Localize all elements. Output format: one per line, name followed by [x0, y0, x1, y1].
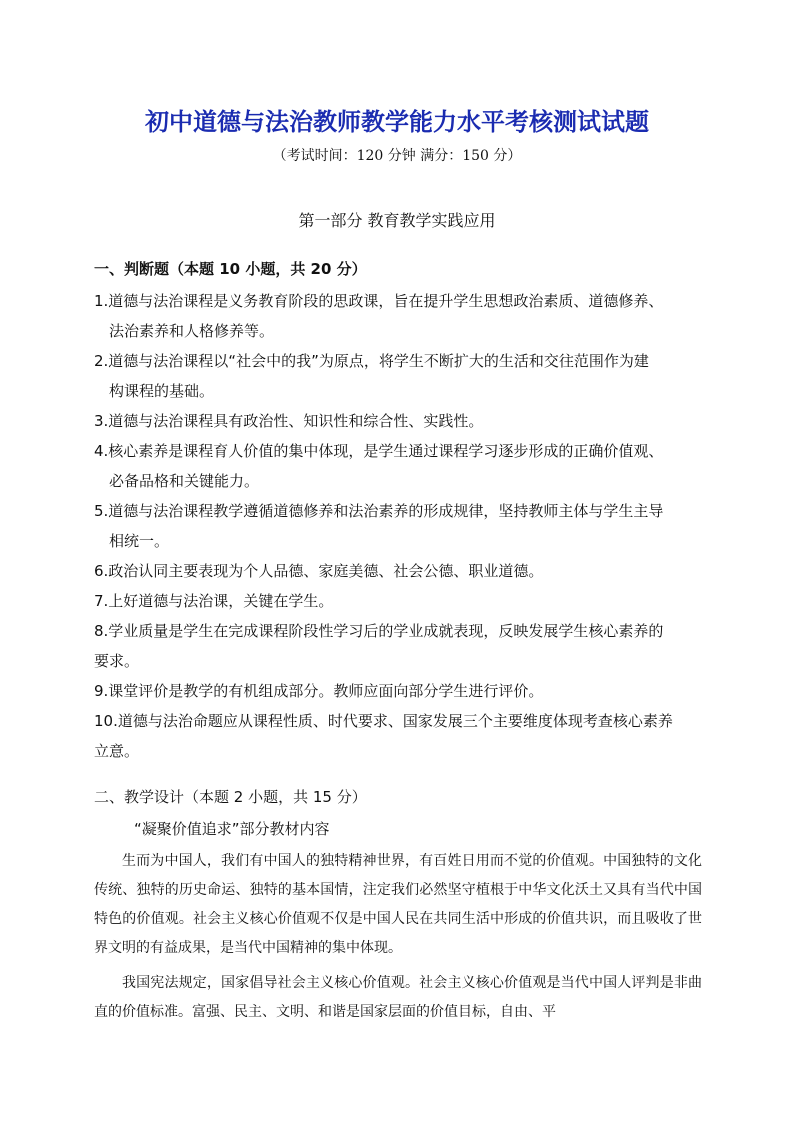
question-text: 8.学业质量是学生在完成课程阶段性学习后的学业成就表现，反映发展学生核心素养的 [94, 622, 664, 640]
question-text: 1.道德与法治课程是义务教育阶段的思政课，旨在提升学生思想政治素质、道德修养、 [94, 292, 664, 310]
section1-heading: 一、判断题（本题 10 小题，共 20 分） [94, 260, 367, 278]
question-text-cont: 立意。 [94, 742, 140, 760]
question-text: 5.道德与法治课程教学遵循道德修养和法治素养的形成规律，坚持教师主体与学生主导 [94, 502, 664, 520]
part-heading: 第一部分 教育教学实践应用 [298, 211, 496, 230]
question-item-7 [94, 586, 704, 616]
material-title: “凝聚价值追求”部分教材内容 [134, 820, 330, 838]
question-item-2 [94, 346, 704, 406]
question-text-cont: 相统一。 [109, 532, 170, 550]
question-text: 9.课堂评价是教学的有机组成部分。教师应面向部分学生进行评价。 [94, 682, 544, 700]
material-text [94, 847, 702, 1033]
question-text: 10.道德与法治命题应从课程性质、时代要求、国家发展三个主要维度体现考查核心素养 [94, 712, 673, 730]
question-item-8 [94, 616, 704, 676]
question-item-5 [94, 496, 704, 556]
question-item-3 [94, 406, 704, 436]
question-item-6 [94, 556, 704, 586]
question-item-10 [94, 706, 704, 766]
question-text-cont: 要求。 [94, 652, 140, 670]
exam-subtitle: （考试时间：120 分钟 满分：150 分） [272, 148, 522, 164]
material-paragraph-2: 我国宪法规定，国家倡导社会主义核心价值观。社会主义核心价值观是当代中国人评判是非曲直的价值标准。富强、民主、文明、和谐是国家层面的价值目标，自由、平 [94, 975, 702, 1020]
question-text-cont: 必备品格和关键能力。 [109, 472, 260, 490]
question-item-1 [94, 286, 704, 346]
question-text-cont: 法治素养和人格修养等。 [109, 322, 275, 340]
section2-heading: 二、教学设计（本题 2 小题，共 15 分） [94, 788, 367, 806]
question-text: 2.道德与法治课程以“社会中的我”为原点，将学生不断扩大的生活和交往范围作为建 [94, 352, 649, 370]
question-list [94, 286, 704, 766]
question-item-9 [94, 676, 704, 706]
question-text: 3.道德与法治课程具有政治性、知识性和综合性、实践性。 [94, 412, 484, 430]
question-text-cont: 构课程的基础。 [109, 382, 215, 400]
question-text: 4.核心素养是课程育人价值的集中体现，是学生通过课程学习逐步形成的正确价值观、 [94, 442, 664, 460]
exam-title: 初中道德与法治教师教学能力水平考核测试试题 [145, 108, 649, 136]
material-paragraph-1: 生而为中国人，我们有中国人的独特精神世界，有百姓日用而不觉的价值观。中国独特的文化传统、独特的历史命运、独特的基本国情，注定我们必然坚守植根于中华文化沃土又具有当代中国特色的价值观。社会主义核心价值观不仅是中国人民在共同生活中形成的价值共识，而且吸收了世界文明的有益成果，是当代中国精神的集中体现。 [94, 853, 702, 956]
question-text: 7.上好道德与法治课，关键在学生。 [94, 592, 334, 610]
question-text: 6.政治认同主要表现为个人品德、家庭美德、社会公德、职业道德。 [94, 562, 544, 580]
question-item-4 [94, 436, 704, 496]
